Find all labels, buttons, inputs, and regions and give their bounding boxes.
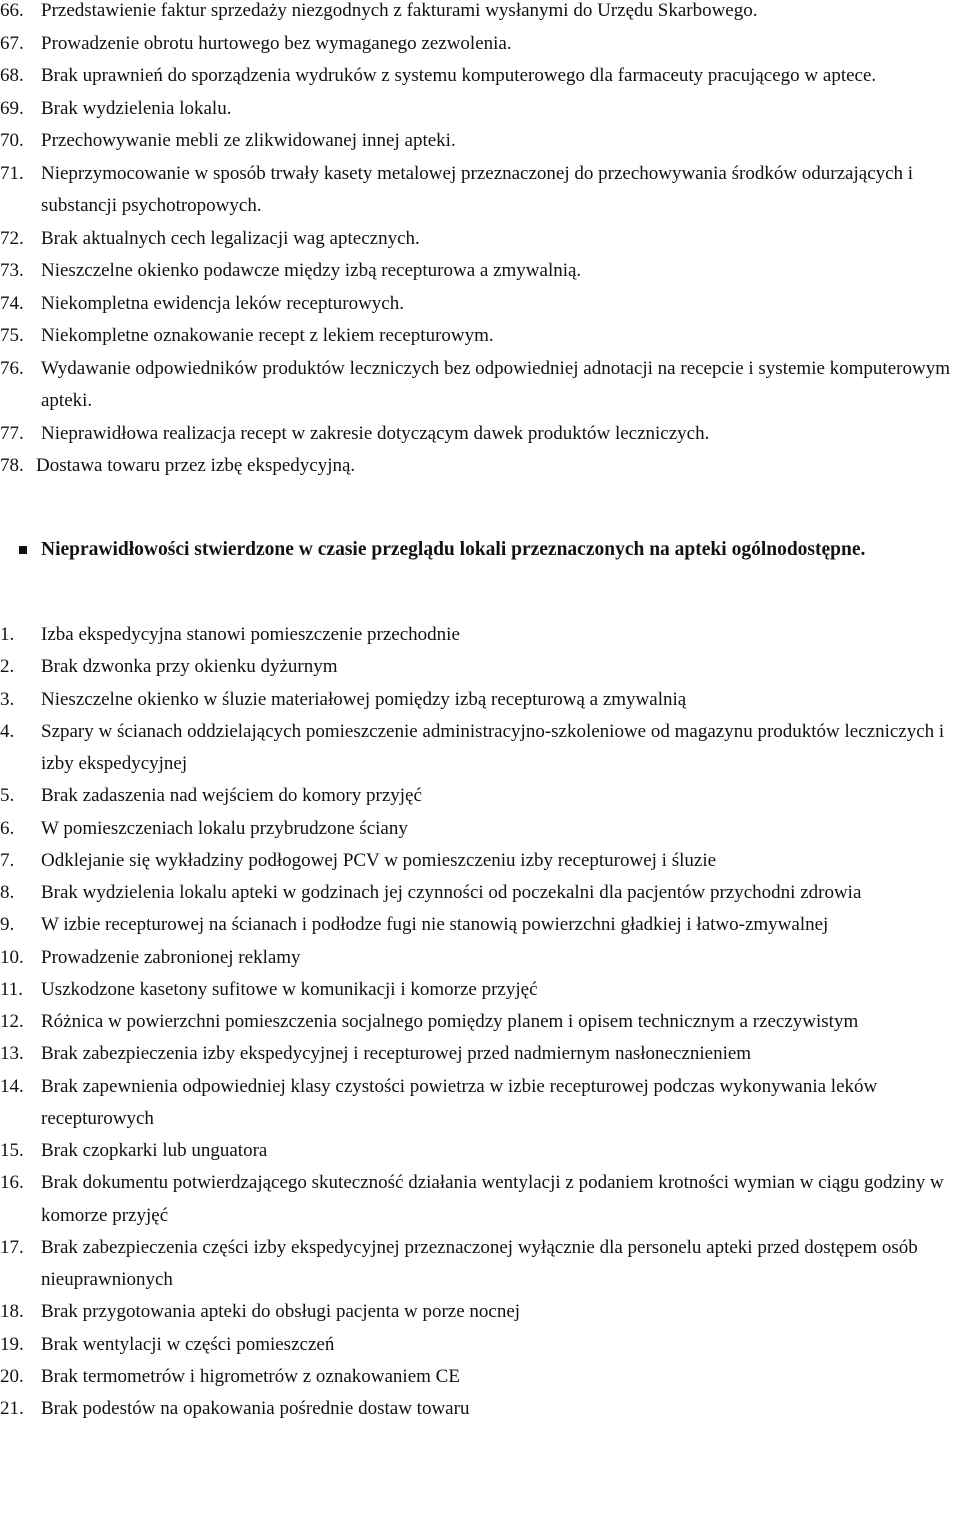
list-item-text: Brak uprawnień do sporządzenia wydruków z systemu komputerowego dla farmaceuty pracującego w aptece. bbox=[41, 65, 877, 86]
list-item-number: 1. bbox=[0, 624, 15, 645]
list-item-text: Prowadzenie obrotu hurtowego bez wymaganego zezwolenia. bbox=[41, 32, 512, 54]
list-item bbox=[0, 450, 958, 483]
list-item-number: 71. bbox=[0, 162, 24, 184]
list-item bbox=[0, 1329, 958, 1361]
list-item-number: 20. bbox=[0, 1365, 24, 1387]
list-item-number: 76. bbox=[0, 357, 24, 379]
list-item-number: 17. bbox=[0, 1236, 24, 1258]
list-item bbox=[0, 974, 958, 1006]
list-item bbox=[0, 1167, 958, 1232]
list-item-text: Brak dokumentu potwierdzającego skuteczność działania wentylacji z podaniem krotności wymian w ciągu godziny w komorze przyjęć bbox=[41, 1172, 944, 1226]
list-item bbox=[0, 1071, 958, 1136]
list-item-number: 67. bbox=[0, 32, 24, 54]
section-heading bbox=[16, 535, 916, 564]
list-item-text: Różnica w powierzchni pomieszczenia socjalnego pomiędzy planem i opisem technicznym a rzeczywistym bbox=[41, 1011, 859, 1032]
list-item-number: 15. bbox=[0, 1140, 24, 1161]
list-item bbox=[0, 619, 958, 651]
list-item-number: 72. bbox=[0, 227, 24, 249]
list-item-text: Nieprawidłowa realizacja recept w zakresie dotyczącym dawek produktów leczniczych. bbox=[41, 422, 710, 444]
list-item-text: Brak wydzielenia lokalu apteki w godzinach jej czynności od poczekalni dla pacjentów przychodni zdrowia bbox=[41, 882, 862, 903]
list-item bbox=[0, 1006, 958, 1038]
list-item-text: Niekompletne oznakowanie recept z lekiem recepturowym. bbox=[41, 325, 494, 346]
list-item-number: 66. bbox=[0, 0, 24, 21]
section-heading-text: Nieprawidłowości stwierdzone w czasie przeglądu lokali przeznaczonych na apteki ogólnodostępne. bbox=[41, 539, 866, 560]
list-item-number: 70. bbox=[0, 130, 24, 151]
list-item-text: Izba ekspedycyjna stanowi pomieszczenie przechodnie bbox=[41, 624, 460, 645]
list-item-text: Brak przygotowania apteki do obsługi pacjenta w porze nocnej bbox=[41, 1301, 521, 1323]
list-item-text: W pomieszczeniach lokalu przybrudzone ściany bbox=[41, 817, 408, 839]
list-item-text: Brak zapewnienia odpowiedniej klasy czystości powietrza w izbie recepturowej podczas wykonywania leków recepturowych bbox=[41, 1075, 878, 1129]
list-item-number: 21. bbox=[0, 1398, 24, 1419]
list-item-number: 18. bbox=[0, 1301, 24, 1323]
list-item bbox=[0, 813, 958, 845]
list-item-text: Brak podestów na opakowania pośrednie dostaw towaru bbox=[41, 1398, 470, 1419]
list-item-text: Przechowywanie mebli ze zlikwidowanej innej apteki. bbox=[41, 130, 456, 151]
list-item bbox=[0, 1038, 958, 1070]
list-item-text: Brak zabezpieczenia części izby ekspedycyjnej przeznaczonej wyłącznie dla personelu apteki przed dostępem osób nieuprawnionych bbox=[41, 1236, 918, 1290]
list-item bbox=[0, 1232, 958, 1297]
list-item-text: Nieszczelne okienko w śluzie materiałowej pomiędzy izbą recepturową a zmywalnią bbox=[41, 688, 687, 710]
list-item-number: 7. bbox=[0, 849, 15, 871]
list-item-number: 75. bbox=[0, 325, 24, 346]
list-item-number: 3. bbox=[0, 688, 15, 710]
list-item-text: Brak wentylacji w części pomieszczeń bbox=[41, 1333, 335, 1355]
list-item-text: Brak dzwonka przy okienku dyżurnym bbox=[41, 656, 338, 678]
list-item bbox=[0, 93, 958, 126]
list-item bbox=[0, 1296, 958, 1328]
list-item bbox=[0, 418, 958, 451]
list-item-number: 2. bbox=[0, 656, 15, 678]
list-item bbox=[0, 1361, 958, 1393]
list-item-text: Niekompletna ewidencja leków recepturowych. bbox=[41, 292, 404, 314]
list-item-number: 12. bbox=[0, 1011, 24, 1032]
list-item bbox=[0, 684, 958, 716]
list-item bbox=[0, 877, 958, 909]
list-item-number: 19. bbox=[0, 1333, 24, 1355]
list-item-text: Dostawa towaru przez izbę ekspedycyjną. bbox=[36, 455, 356, 476]
list-item-text: Odklejanie się wykładziny podłogowej PCV w pomieszczeniu izby recepturowej i śluzie bbox=[41, 849, 717, 871]
list-item bbox=[0, 909, 958, 941]
list-item-number: 11. bbox=[0, 978, 24, 1000]
list-item-number: 4. bbox=[0, 720, 15, 742]
list-item-text: Uszkodzone kasetony sufitowe w komunikacji i komorze przyjęć bbox=[41, 978, 538, 1000]
list-item-number: 13. bbox=[0, 1043, 24, 1065]
list-item-text: Nieprzymocowanie w sposób trwały kasety metalowej przeznaczonej do przechowywania środków odurzających i substancji psychotropowych. bbox=[41, 162, 914, 216]
list-item bbox=[0, 1393, 958, 1425]
list-item bbox=[0, 223, 958, 256]
list-item bbox=[0, 28, 958, 61]
findings-list-continued bbox=[0, 0, 958, 483]
list-item-number: 16. bbox=[0, 1172, 24, 1194]
list-item-text: Brak wydzielenia lokalu. bbox=[41, 97, 232, 119]
list-item-number: 74. bbox=[0, 292, 24, 314]
list-item bbox=[0, 158, 958, 223]
list-item bbox=[0, 255, 958, 288]
list-item-number: 73. bbox=[0, 260, 24, 281]
list-item-number: 6. bbox=[0, 817, 15, 839]
square-bullet-icon bbox=[16, 535, 41, 564]
list-item bbox=[0, 125, 958, 158]
list-item-text: Brak czopkarki lub unguatora bbox=[41, 1140, 268, 1161]
list-item-number: 14. bbox=[0, 1075, 24, 1097]
list-item-text: Brak termometrów i higrometrów z oznakowaniem CE bbox=[41, 1365, 460, 1387]
list-item-text: Szpary w ścianach oddzielających pomieszczenie administracyjno-szkoleniowe od magazynu produktów leczniczych i izby ekspedycyjnej bbox=[41, 720, 945, 774]
list-item-text: Prowadzenie zabronionej reklamy bbox=[41, 946, 301, 968]
list-item-number: 8. bbox=[0, 882, 15, 903]
list-item-text: Brak zabezpieczenia izby ekspedycyjnej i recepturowej przed nadmiernym nasłonecznieniem bbox=[41, 1043, 752, 1065]
list-item-number: 10. bbox=[0, 946, 24, 968]
list-item-number: 68. bbox=[0, 65, 24, 86]
list-item bbox=[0, 651, 958, 683]
list-item bbox=[0, 320, 958, 353]
list-item-text: Przedstawienie faktur sprzedaży niezgodnych z fakturami wysłanymi do Urzędu Skarbowego. bbox=[41, 0, 758, 21]
list-item-number: 78. bbox=[0, 455, 24, 476]
list-item bbox=[0, 942, 958, 974]
list-item-text: Nieszczelne okienko podawcze między izbą recepturowa a zmywalnią. bbox=[41, 260, 582, 281]
list-item-text: Brak zadaszenia nad wejściem do komory przyjęć bbox=[41, 785, 422, 807]
list-item bbox=[0, 845, 958, 877]
list-item-number: 9. bbox=[0, 914, 15, 936]
list-item bbox=[0, 353, 958, 418]
list-item bbox=[0, 716, 958, 781]
list-item-number: 69. bbox=[0, 97, 24, 119]
list-item-text: Wydawanie odpowiedników produktów leczniczych bez odpowiedniej adnotacji na recepcie i systemie komputerowym apteki. bbox=[41, 357, 950, 411]
list-item bbox=[0, 60, 958, 93]
list-item bbox=[0, 288, 958, 321]
list-item-text: W izbie recepturowej na ścianach i podłodze fugi nie stanowią powierzchni gładkiej i łatwo-zmywalnej bbox=[41, 914, 829, 936]
list-item-number: 77. bbox=[0, 422, 24, 444]
list-item bbox=[0, 0, 958, 28]
list-item bbox=[0, 780, 958, 812]
list-item bbox=[0, 1135, 958, 1167]
list-item-number: 5. bbox=[0, 785, 15, 807]
premises-findings-list bbox=[0, 619, 958, 1425]
list-item-text: Brak aktualnych cech legalizacji wag aptecznych. bbox=[41, 227, 420, 249]
